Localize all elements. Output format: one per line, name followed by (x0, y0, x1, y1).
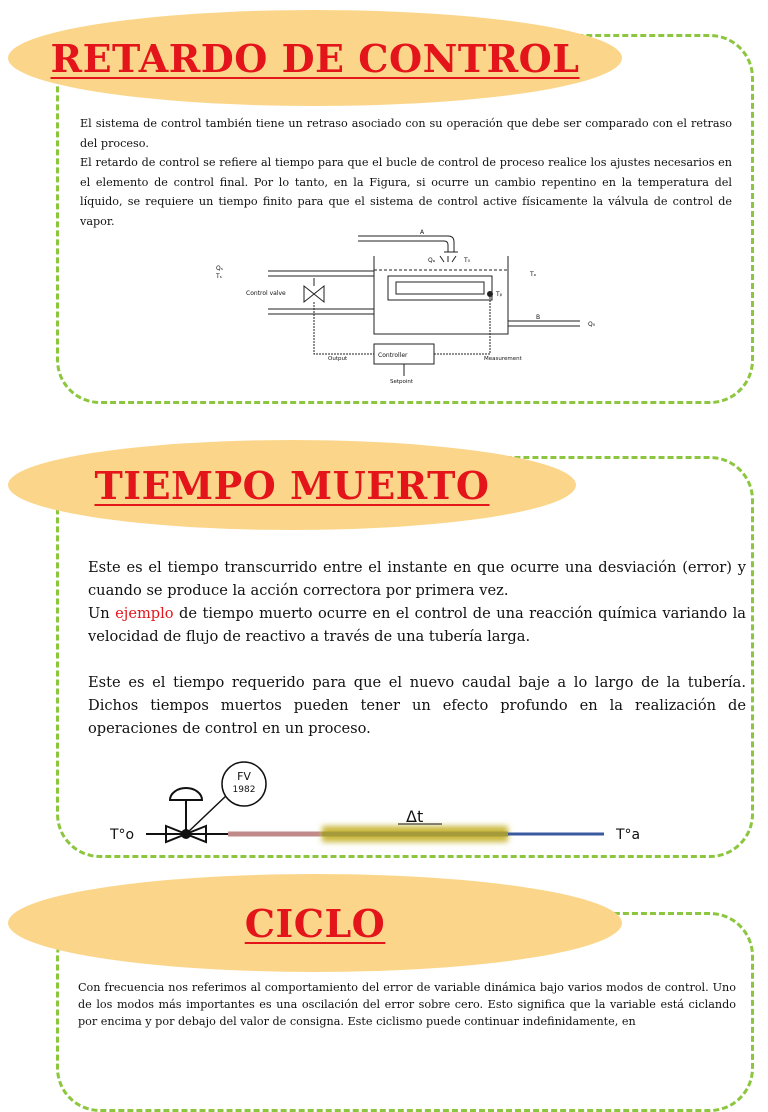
ciclo-title: CICLO (244, 900, 386, 946)
tiempo-muerto-paragraph-2 (88, 602, 746, 648)
setpoint-label: Setpoint (390, 379, 414, 385)
control-loop-diagram (208, 226, 608, 386)
tiempo-muerto-title-pill (8, 440, 576, 530)
label-qo: Q₀ (588, 321, 596, 328)
label-b: B (536, 314, 541, 321)
fv-instrument-icon (222, 762, 266, 806)
fv-label: FV (237, 770, 251, 783)
ciclo-paragraph: Con frecuencia nos referimos al comportamiento del error de variable dinámica bajo varios modos de control. Uno de los modos más importantes es una oscilación del error sobre cero. Esto significa que la variable está ciclando por encima y por debajo del valor de consigna. Este ciclismo puede continuar indefinidamente, en (78, 981, 736, 1028)
tiempo-muerto-paragraph-3: Este es el tiempo requerido para que el nuevo caudal baje a lo largo de la tubería. Dichos tiempos muertos pueden tener un efecto profundo en la realización de operaciones de control en un proceso. (88, 674, 746, 737)
label-a: A (420, 229, 425, 236)
output-label: Output (328, 356, 348, 362)
t-out-label: T°a (616, 827, 641, 843)
retardo-title: RETARDO DE CONTROL (50, 35, 580, 81)
label-qa: Qₐ (428, 257, 436, 264)
retardo-title-pill (8, 10, 622, 106)
tiempo-muerto-paragraph-1: Este es el tiempo transcurrido entre el instante en que ocurre una desviación (error) y cuando se produce la acción correctora por primera vez. (88, 559, 746, 599)
p2-post: de tiempo muerto ocurre en el control de una reacción química variando la velocidad de flujo de reactivo a través de una tubería larga. (88, 605, 746, 645)
retardo-paragraph-2: El retardo de control se refiere al tiempo para que el bucle de control de proceso realice los ajustes necesarios en el elemento de control final. Por lo tanto, en la Figura, si ocurre un cambio repentino en la temperatura del líquido, se requiere un tiempo finito para que el sistema de control active físicamente la válvula de control de vapor. (80, 156, 732, 228)
label-tb: Tᵦ (496, 291, 503, 298)
p2-pre: Un (88, 605, 116, 622)
fv-number: 1982 (232, 785, 256, 795)
control-valve-label: Control valve (246, 290, 286, 297)
tiempo-muerto-title: TIEMPO MUERTO (94, 462, 490, 508)
delta-t-label: Δt (406, 807, 424, 826)
controller-label: Controller (378, 352, 408, 359)
retardo-paragraph-1: El sistema de control también tiene un retraso asociado con su operación que debe ser comparado con el retraso del proceso. (80, 117, 732, 150)
t-in-label: T°o (110, 827, 135, 843)
label-ts: Tₛ (216, 273, 222, 280)
label-ta: Tₐ (530, 271, 537, 278)
ciclo-title-pill (8, 874, 622, 972)
ejemplo-link[interactable]: ejemplo (115, 605, 174, 622)
measurement-label: Measurement (484, 356, 522, 362)
label-to: T₀ (464, 257, 471, 264)
dead-time-diagram (100, 760, 660, 850)
label-qs: Qₛ (216, 265, 223, 272)
